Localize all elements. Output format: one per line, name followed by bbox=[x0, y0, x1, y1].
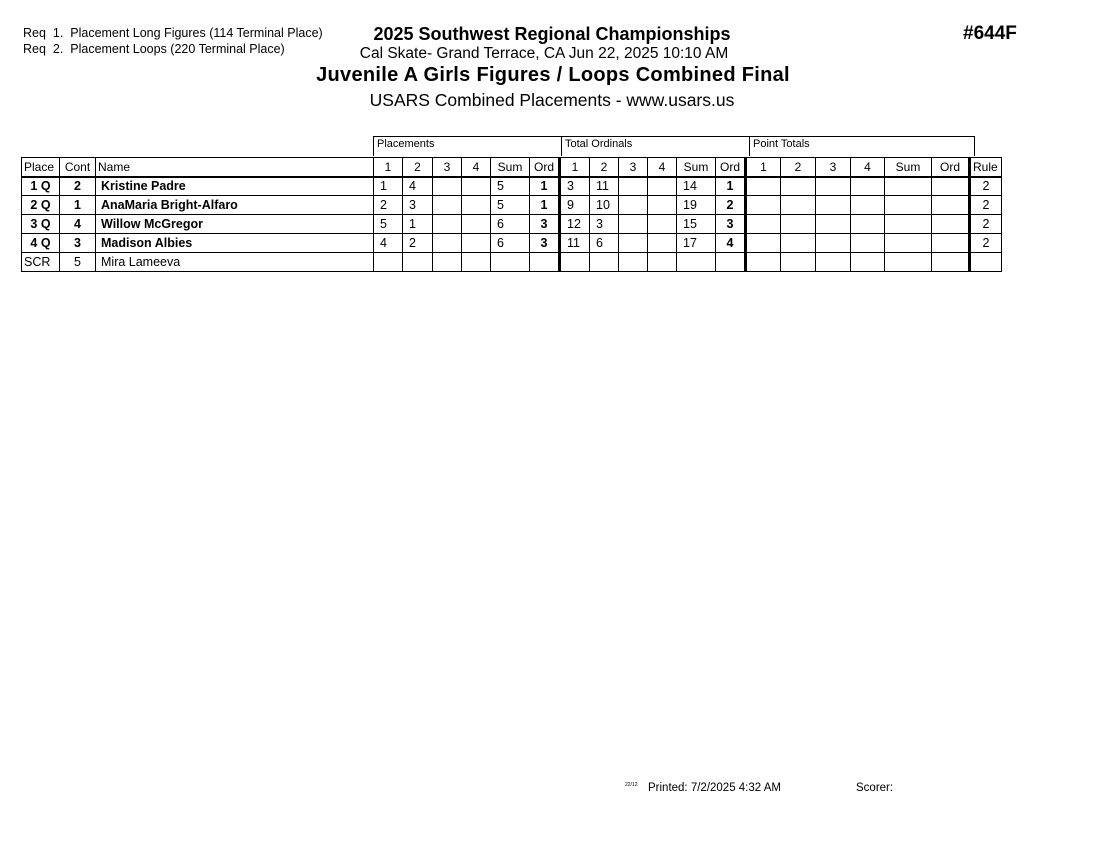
cell-points bbox=[746, 253, 781, 272]
cell-t2 bbox=[590, 253, 619, 272]
cell-points bbox=[932, 234, 970, 253]
cell-points bbox=[746, 234, 781, 253]
cell-points bbox=[746, 196, 781, 215]
col-header: Rule bbox=[970, 158, 1002, 177]
cell-points bbox=[885, 215, 932, 234]
table-row bbox=[22, 196, 1002, 215]
cell-t2: 3 bbox=[590, 215, 619, 234]
cell-t2: 6 bbox=[590, 234, 619, 253]
cell-psum: 5 bbox=[491, 177, 530, 196]
cell-tord: 3 bbox=[716, 215, 746, 234]
col-header: Ord bbox=[932, 158, 970, 177]
col-header: 4 bbox=[851, 158, 885, 177]
cell-place: 1 Q bbox=[22, 177, 60, 196]
event-id: #644F bbox=[963, 23, 1017, 44]
header-row bbox=[22, 158, 1002, 177]
cell-p2: 3 bbox=[403, 196, 433, 215]
col-header: Sum bbox=[677, 158, 716, 177]
cell-points bbox=[816, 196, 851, 215]
col-header: 2 bbox=[781, 158, 816, 177]
cell-p1: 1 bbox=[374, 177, 403, 196]
cell-p4 bbox=[462, 215, 491, 234]
cell-tord: 1 bbox=[716, 177, 746, 196]
cell-p4 bbox=[462, 196, 491, 215]
cell-rule: 2 bbox=[970, 196, 1002, 215]
group-placements: Placements bbox=[373, 136, 562, 156]
cell-tsum: 14 bbox=[677, 177, 716, 196]
cell-tsum: 15 bbox=[677, 215, 716, 234]
cell-points bbox=[816, 177, 851, 196]
cell-points bbox=[781, 215, 816, 234]
cell-psum: 5 bbox=[491, 196, 530, 215]
cell-points bbox=[932, 177, 970, 196]
cell-p2 bbox=[403, 253, 433, 272]
cell-cont: 1 bbox=[60, 196, 96, 215]
cell-tord: 2 bbox=[716, 196, 746, 215]
cell-p1: 5 bbox=[374, 215, 403, 234]
cell-points bbox=[885, 234, 932, 253]
col-header: Sum bbox=[885, 158, 932, 177]
cell-points bbox=[816, 253, 851, 272]
cell-rule: 2 bbox=[970, 215, 1002, 234]
cell-tord: 4 bbox=[716, 234, 746, 253]
cell-p2: 2 bbox=[403, 234, 433, 253]
cell-points bbox=[746, 177, 781, 196]
cell-p3 bbox=[433, 196, 462, 215]
cell-t2: 11 bbox=[590, 177, 619, 196]
cell-place: 2 Q bbox=[22, 196, 60, 215]
footer-code: 22/12 bbox=[625, 782, 638, 788]
cell-name: Mira Lameeva bbox=[96, 253, 374, 272]
cell-place: SCR bbox=[22, 253, 60, 272]
cell-pord: 1 bbox=[530, 177, 560, 196]
col-header: Ord bbox=[716, 158, 746, 177]
cell-cont: 4 bbox=[60, 215, 96, 234]
col-header: 1 bbox=[746, 158, 781, 177]
cell-p2: 1 bbox=[403, 215, 433, 234]
cell-t3 bbox=[619, 234, 648, 253]
cell-t3 bbox=[619, 215, 648, 234]
table-row bbox=[22, 215, 1002, 234]
cell-t4 bbox=[648, 253, 677, 272]
cell-psum bbox=[491, 253, 530, 272]
cell-place: 3 Q bbox=[22, 215, 60, 234]
cell-pord: 1 bbox=[530, 196, 560, 215]
cell-points bbox=[851, 253, 885, 272]
cell-name: Willow McGregor bbox=[96, 215, 374, 234]
cell-name: Kristine Padre bbox=[96, 177, 374, 196]
cell-points bbox=[781, 234, 816, 253]
col-header: 3 bbox=[619, 158, 648, 177]
cell-rule bbox=[970, 253, 1002, 272]
cell-name: Madison Albies bbox=[96, 234, 374, 253]
col-header: 4 bbox=[648, 158, 677, 177]
cell-p1 bbox=[374, 253, 403, 272]
cell-name: AnaMaria Bright-Alfaro bbox=[96, 196, 374, 215]
cell-p4 bbox=[462, 177, 491, 196]
col-header: 3 bbox=[816, 158, 851, 177]
cell-p3 bbox=[433, 253, 462, 272]
cell-t1: 9 bbox=[560, 196, 590, 215]
cell-points bbox=[932, 196, 970, 215]
col-header: 3 bbox=[433, 158, 462, 177]
cell-points bbox=[885, 177, 932, 196]
cell-psum: 6 bbox=[491, 215, 530, 234]
cell-points bbox=[746, 215, 781, 234]
cell-p3 bbox=[433, 177, 462, 196]
cell-points bbox=[851, 234, 885, 253]
table-row bbox=[22, 177, 1002, 196]
col-header: Ord bbox=[530, 158, 560, 177]
cell-t3 bbox=[619, 253, 648, 272]
cell-t2: 10 bbox=[590, 196, 619, 215]
col-header: 4 bbox=[462, 158, 491, 177]
cell-tord bbox=[716, 253, 746, 272]
printed-timestamp: Printed: 7/2/2025 4:32 AM bbox=[648, 782, 781, 794]
cell-pord: 3 bbox=[530, 234, 560, 253]
cell-t4 bbox=[648, 215, 677, 234]
cell-tsum: 19 bbox=[677, 196, 716, 215]
cell-points bbox=[932, 253, 970, 272]
cell-tsum: 17 bbox=[677, 234, 716, 253]
cell-t3 bbox=[619, 177, 648, 196]
requirement-1: Req 1. Placement Long Figures (114 Terminal Place) bbox=[23, 26, 323, 40]
cell-p1: 4 bbox=[374, 234, 403, 253]
cell-p4 bbox=[462, 234, 491, 253]
cell-points bbox=[816, 215, 851, 234]
cell-t4 bbox=[648, 196, 677, 215]
cell-points bbox=[781, 177, 816, 196]
cell-points bbox=[781, 196, 816, 215]
cell-pord: 3 bbox=[530, 215, 560, 234]
group-total-ordinals: Total Ordinals bbox=[561, 136, 750, 156]
cell-points bbox=[932, 215, 970, 234]
col-header: 1 bbox=[374, 158, 403, 177]
cell-cont: 5 bbox=[60, 253, 96, 272]
venue-date: Cal Skate- Grand Terrace, CA Jun 22, 2025 10:10 AM bbox=[359, 45, 729, 62]
table-row bbox=[22, 253, 1002, 272]
col-header: 2 bbox=[590, 158, 619, 177]
cell-points bbox=[781, 253, 816, 272]
requirement-2: Req 2. Placement Loops (220 Terminal Place) bbox=[23, 42, 285, 56]
cell-p4 bbox=[462, 253, 491, 272]
event-title: 2025 Southwest Regional Championships bbox=[373, 24, 731, 44]
cell-rule: 2 bbox=[970, 177, 1002, 196]
cell-rule: 2 bbox=[970, 234, 1002, 253]
table-row bbox=[22, 234, 1002, 253]
cell-p3 bbox=[433, 234, 462, 253]
cell-t4 bbox=[648, 177, 677, 196]
cell-psum: 6 bbox=[491, 234, 530, 253]
cell-points bbox=[885, 253, 932, 272]
cell-cont: 2 bbox=[60, 177, 96, 196]
col-header: Name bbox=[96, 158, 374, 177]
scorer-label: Scorer: bbox=[856, 782, 894, 794]
cell-t1: 3 bbox=[560, 177, 590, 196]
cell-tsum bbox=[677, 253, 716, 272]
col-header: 1 bbox=[560, 158, 590, 177]
cell-t1: 12 bbox=[560, 215, 590, 234]
subtitle: USARS Combined Placements - www.usars.us bbox=[369, 90, 735, 110]
cell-p2: 4 bbox=[403, 177, 433, 196]
cell-place: 4 Q bbox=[22, 234, 60, 253]
group-point-totals: Point Totals bbox=[749, 136, 975, 156]
cell-cont: 3 bbox=[60, 234, 96, 253]
cell-pord bbox=[530, 253, 560, 272]
results-table bbox=[21, 157, 1002, 272]
cell-t4 bbox=[648, 234, 677, 253]
cell-p3 bbox=[433, 215, 462, 234]
cell-points bbox=[816, 234, 851, 253]
cell-t1: 11 bbox=[560, 234, 590, 253]
cell-p1: 2 bbox=[374, 196, 403, 215]
cell-points bbox=[851, 177, 885, 196]
cell-points bbox=[885, 196, 932, 215]
cell-t3 bbox=[619, 196, 648, 215]
col-header: Sum bbox=[491, 158, 530, 177]
cell-points bbox=[851, 196, 885, 215]
cell-points bbox=[851, 215, 885, 234]
event-name: Juvenile A Girls Figures / Loops Combined Final bbox=[316, 64, 790, 86]
col-header: Cont bbox=[60, 158, 96, 177]
col-header: 2 bbox=[403, 158, 433, 177]
col-header: Place bbox=[22, 158, 60, 177]
cell-t1 bbox=[560, 253, 590, 272]
